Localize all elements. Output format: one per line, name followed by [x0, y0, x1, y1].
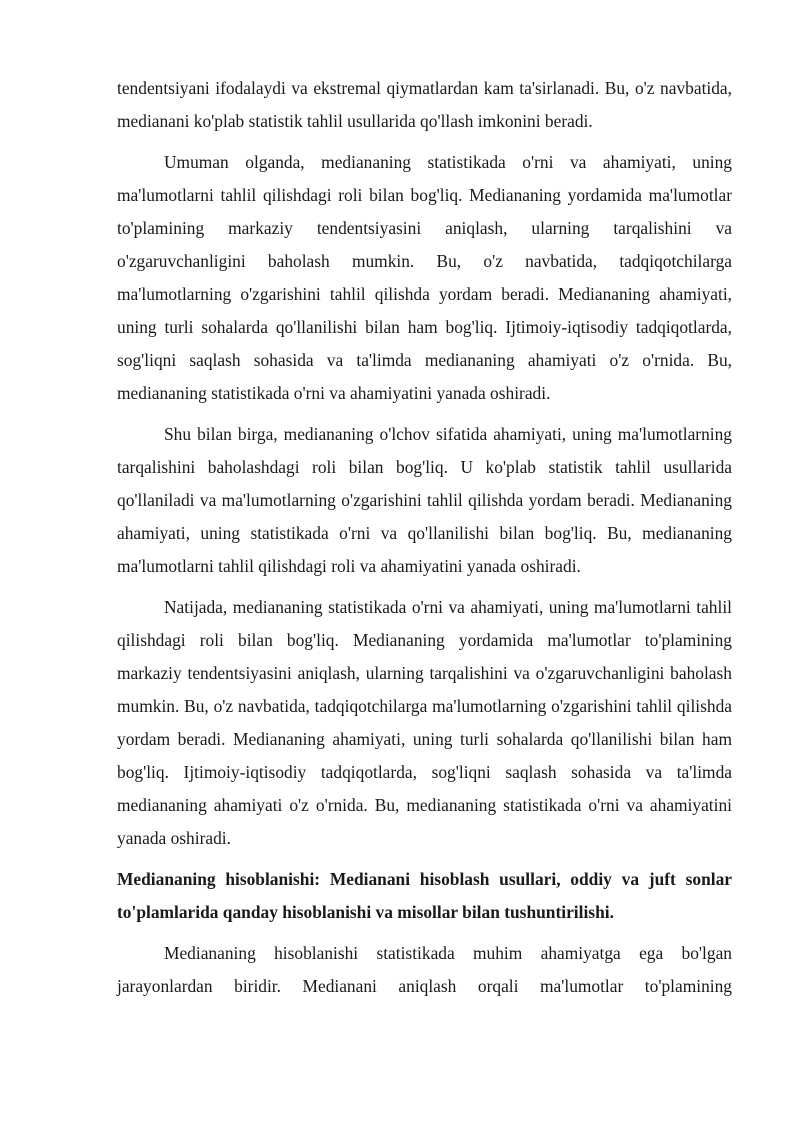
paragraph-continuation: tendentsiyani ifodalaydi va ekstremal qiymatlardan kam ta'sirlanadi. Bu, o'z navbatida, medianani ko'plab statistik tahlil usullarida qo'llash imkonini beradi. — [117, 78, 732, 131]
paragraph-conclusion: Natijada, mediananing statistikada o'rni va ahamiyati, uning ma'lumotlarni tahlil qilishdagi roli bilan bog'liq. Mediananing yordamida ma'lumotlar to'plamining markaziy tendentsiyasini aniqlash, ularning tarqalishini va o'zgaruvchanligini baholash mumkin. Bu, o'z navbatida, tadqiqotchilarga ma'lumotlarning o'zgarishini tahlil qilishda yordam beradi. Mediananing ahamiyati, uning turli sohalarda qo'llanilishi bilan ham bog'liq. Ijtimoiy-iqtisodiy tadqiqotlarda, sog'liqni saqlash sohasida va ta'limda mediananing ahamiyati o'z o'rnida. Bu, mediananing statistikada o'rni va ahamiyatini yanada oshiradi. — [117, 597, 732, 848]
paragraph-median-measure: Shu bilan birga, mediananing o'lchov sifatida ahamiyati, uning ma'lumotlarning tarqalishini baholashdagi roli bilan bog'liq. U ko'plab statistik tahlil usullarida qo'llaniladi va ma'lumotlarning o'zgarishini tahlil qilishda yordam beradi. Mediananing ahamiyati, uning statistikada o'rni va qo'llanilishi bilan bog'liq. Bu, mediananing ma'lumotlarni tahlil qilishdagi roli va ahamiyatini yanada oshiradi. — [117, 424, 732, 576]
paragraph-median-role: Umuman olganda, mediananing statistikada o'rni va ahamiyati, uning ma'lumotlarni tahlil qilishdagi roli bilan bog'liq. Mediananing yordamida ma'lumotlar to'plamining markaziy tendentsiyasini aniqlash, ularning tarqalishini va o'zgaruvchanligini baholash mumkin. Bu, o'z navbatida, tadqiqotchilarga ma'lumotlarning o'zgarishini tahlil qilishda yordam beradi. Mediananing ahamiyati, uning turli sohalarda qo'llanilishi bilan ham bog'liq. Ijtimoiy-iqtisodiy tadqiqotlarda, sog'liqni saqlash sohasida va ta'limda mediananing ahamiyati o'z o'rnida. Bu, mediananing statistikada o'rni va ahamiyatini yanada oshiradi. — [117, 152, 732, 403]
section-heading: Mediananing hisoblanishi: Medianani hisoblash usullari, oddiy va juft sonlar to'plamlarida qanday hisoblanishi va misollar bilan tushuntirilishi. — [117, 869, 732, 922]
paragraph-calculation-intro: Mediananing hisoblanishi statistikada muhim ahamiyatga ega bo'lgan jarayonlardan biridir. Medianani aniqlash orqali ma'lumotlar to'plamining — [117, 943, 732, 996]
